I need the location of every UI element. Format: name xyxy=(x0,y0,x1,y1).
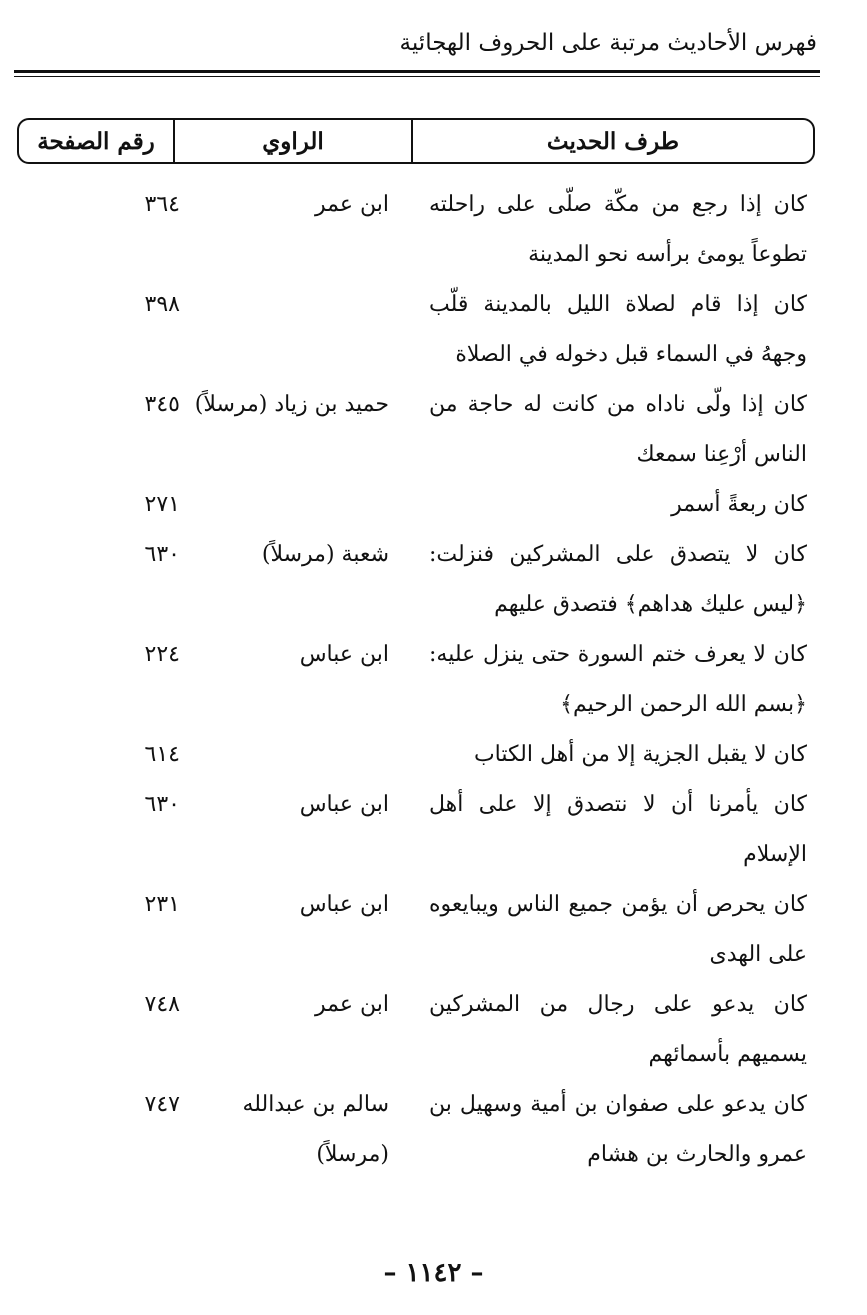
column-header-bar xyxy=(17,118,815,164)
page-number: ٢٣١ xyxy=(144,892,180,917)
page-number: ٧٤٧ xyxy=(144,1092,180,1117)
hadith-text: كان ربعةً أسمر xyxy=(671,492,807,517)
hadith-text: كان يأمرنا أن لا نتصدق إلا على أهل الإسلام xyxy=(429,792,807,867)
narrator: ابن عمر xyxy=(315,192,389,217)
page-number-footer: – ١١٤٢ – xyxy=(383,1258,484,1288)
hadith-text: كان إذا ولّى ناداه من كانت له حاجة من الناس أرْعِنا سمعك xyxy=(429,392,807,467)
page-number: ٦٣٠ xyxy=(144,792,180,817)
column-header-hadith: طرف الحديث xyxy=(411,120,813,162)
header-rule xyxy=(14,70,820,73)
page-number: ٢٧١ xyxy=(144,492,180,517)
narrator: ابن عباس xyxy=(299,642,389,667)
page-number: ٢٢٤ xyxy=(144,642,180,667)
page-number: ٣٤٥ xyxy=(144,392,180,417)
page-number: ٣٦٤ xyxy=(144,192,180,217)
column-header-narrator: الراوي xyxy=(173,120,411,162)
narrator: ابن عمر xyxy=(315,992,389,1017)
narrator: ابن عباس xyxy=(299,892,389,917)
column-header-page: رقم الصفحة xyxy=(37,127,155,155)
narrator: ابن عباس xyxy=(299,792,389,817)
hadith-text: كان لا يعرف ختم السورة حتى ينزل عليه: ﴿بسم الله الرحمن الرحيم﴾ xyxy=(429,642,807,717)
header-rule-thin xyxy=(14,76,820,77)
page-number: ٧٤٨ xyxy=(144,992,180,1017)
page-number: ٦١٤ xyxy=(144,742,180,767)
hadith-text: كان يحرص أن يؤمن جميع الناس ويبايعوه على الهدى xyxy=(429,892,807,967)
hadith-text: كان لا يقبل الجزية إلا من أهل الكتاب xyxy=(473,742,807,767)
narrator: حميد بن زياد (مرسلاً) xyxy=(194,392,389,417)
hadith-text: كان لا يتصدق على المشركين فنزلت: ﴿ليس عليك هداهم﴾ فتصدق عليهم xyxy=(429,542,807,617)
page-number: ٦٣٠ xyxy=(144,542,180,567)
running-header: فهرس الأحاديث مرتبة على الحروف الهجائية xyxy=(399,30,817,56)
hadith-text: كان يدعو على صفوان بن أمية وسهيل بن عمرو والحارث بن هشام xyxy=(429,1092,807,1167)
narrator: سالم بن عبدالله (مرسلاً) xyxy=(242,1092,389,1167)
hadith-text: كان إذا قام لصلاة الليل بالمدينة قلّب وجههُ في السماء قبل دخوله في الصلاة xyxy=(429,292,807,367)
hadith-text: كان إذا رجع من مكّة صلّى على راحلته تطوعاً يومئ برأسه نحو المدينة xyxy=(429,192,807,267)
page-number: ٣٩٨ xyxy=(144,292,180,317)
hadith-text: كان يدعو على رجال من المشركين يسميهم بأسمائهم xyxy=(429,992,807,1067)
narrator: شعبة (مرسلاً) xyxy=(261,542,389,567)
